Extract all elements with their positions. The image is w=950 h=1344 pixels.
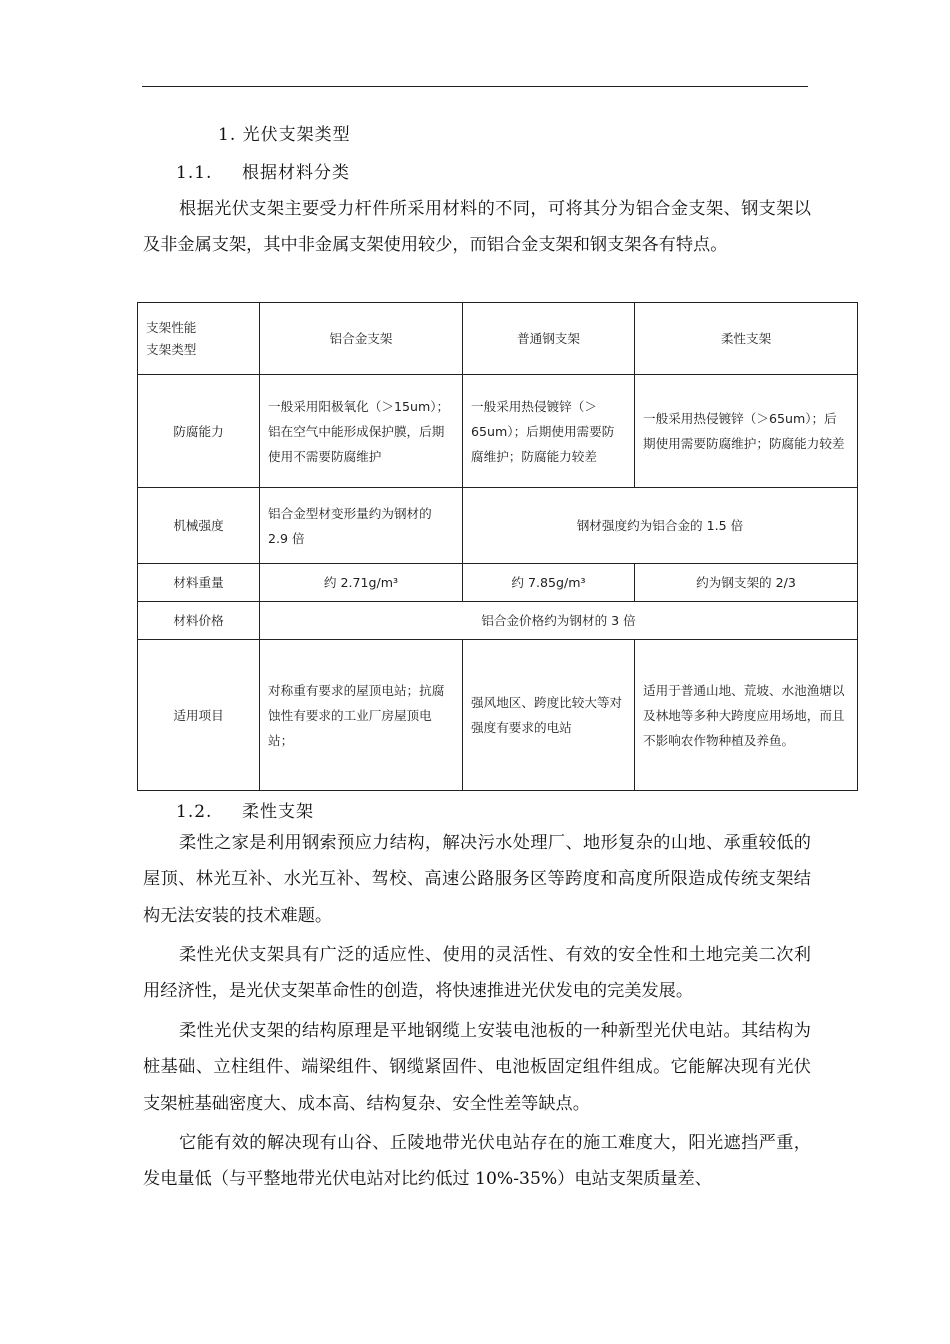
table-row — [138, 488, 858, 564]
cell-projects-aluminum: 对称重有要求的屋顶电站；抗腐蚀性有要求的工业厂房屋顶电站； — [260, 640, 463, 791]
paragraph-flexible-intro: 柔性之家是利用钢索预应力结构，解决污水处理厂、地形复杂的山地、承重较低的屋顶、林光互补、水光互补、驾校、高速公路服务区等跨度和高度所限造成传统支架结构无法安装的技术难题。 — [143, 833, 811, 926]
row-label-price: 材料价格 — [138, 602, 260, 640]
section-heading-1-2 — [176, 797, 314, 822]
section-title: 根据材料分类 — [242, 163, 350, 183]
column-header-flexible: 柔性支架 — [635, 303, 858, 375]
header-rule — [142, 86, 808, 87]
cell-weight-flexible: 约为钢支架的 2/3 — [635, 564, 858, 602]
table-row — [138, 564, 858, 602]
section-number: 1.1. — [176, 163, 213, 183]
row-label-weight: 材料重量 — [138, 564, 260, 602]
table-row — [138, 375, 858, 488]
section-title: 柔性支架 — [242, 802, 314, 822]
section-number: 1.2. — [176, 802, 213, 822]
cell-corrosion-flexible: 一般采用热侵镀锌（＞65um）；后期使用需要防腐维护；防腐能力较差 — [635, 375, 858, 488]
paragraph-material-classification: 根据光伏支架主要受力杆件所采用材料的不同，可将其分为铝合金支架、钢支架以及非金属支架，其中非金属支架使用较少，而铝合金支架和钢支架各有特点。 — [143, 199, 811, 256]
cell-price-all: 铝合金价格约为钢材的 3 倍 — [260, 602, 858, 640]
paragraph-flexible-solution: 它能有效的解决现有山谷、丘陵地带光伏电站存在的施工难度大，阳光遮挡严重，发电量低（与平整地带光伏电站对比约低过 10%-35%）电站支架质量差、 — [143, 1133, 811, 1190]
column-header-aluminum: 铝合金支架 — [260, 303, 463, 375]
cell-weight-aluminum: 约 2.71g/m³ — [260, 564, 463, 602]
corner-performance-label: 支架性能 — [146, 319, 197, 335]
table-row — [138, 640, 858, 791]
row-label-strength: 机械强度 — [138, 488, 260, 564]
cell-projects-steel: 强风地区、跨度比较大等对强度有要求的电站 — [463, 640, 635, 791]
table-row — [138, 602, 858, 640]
corner-type-label: 支架类型 — [146, 341, 197, 357]
section-heading-1: 1. 光伏支架类型 — [218, 125, 351, 145]
cell-corrosion-steel: 一般采用热侵镀锌（＞65um）；后期使用需要防腐维护；防腐能力较差 — [463, 375, 635, 488]
cell-strength-steel-flexible: 钢材强度约为铝合金的 1.5 倍 — [463, 488, 858, 564]
cell-corrosion-aluminum: 一般采用阳极氧化（＞15um）；铝在空气中能形成保护膜，后期使用不需要防腐维护 — [260, 375, 463, 488]
table-header-row — [138, 303, 858, 375]
column-header-steel: 普通钢支架 — [463, 303, 635, 375]
paragraph-flexible-structure: 柔性光伏支架的结构原理是平地钢缆上安装电池板的一种新型光伏电站。其结构为桩基础、立柱组件、端梁组件、钢缆紧固件、电池板固定组件组成。它能解决现有光伏支架桩基础密度大、成本高、结构复杂、安全性差等缺点。 — [143, 1021, 811, 1114]
support-comparison-table — [137, 302, 858, 791]
section-heading-1-1 — [176, 158, 350, 183]
table-corner-cell — [138, 303, 260, 375]
paragraph-flexible-advantages: 柔性光伏支架具有广泛的适应性、使用的灵活性、有效的安全性和土地完美二次利用经济性，是光伏支架革命性的创造，将快速推进光伏发电的完美发展。 — [143, 945, 811, 1002]
cell-weight-steel: 约 7.85g/m³ — [463, 564, 635, 602]
row-label-projects: 适用项目 — [138, 640, 260, 791]
row-label-corrosion: 防腐能力 — [138, 375, 260, 488]
cell-strength-aluminum: 铝合金型材变形量约为钢材的 2.9 倍 — [260, 488, 463, 564]
cell-projects-flexible: 适用于普通山地、荒坡、水池渔塘以及林地等多种大跨度应用场地，而且不影响农作物种植及养鱼。 — [635, 640, 858, 791]
